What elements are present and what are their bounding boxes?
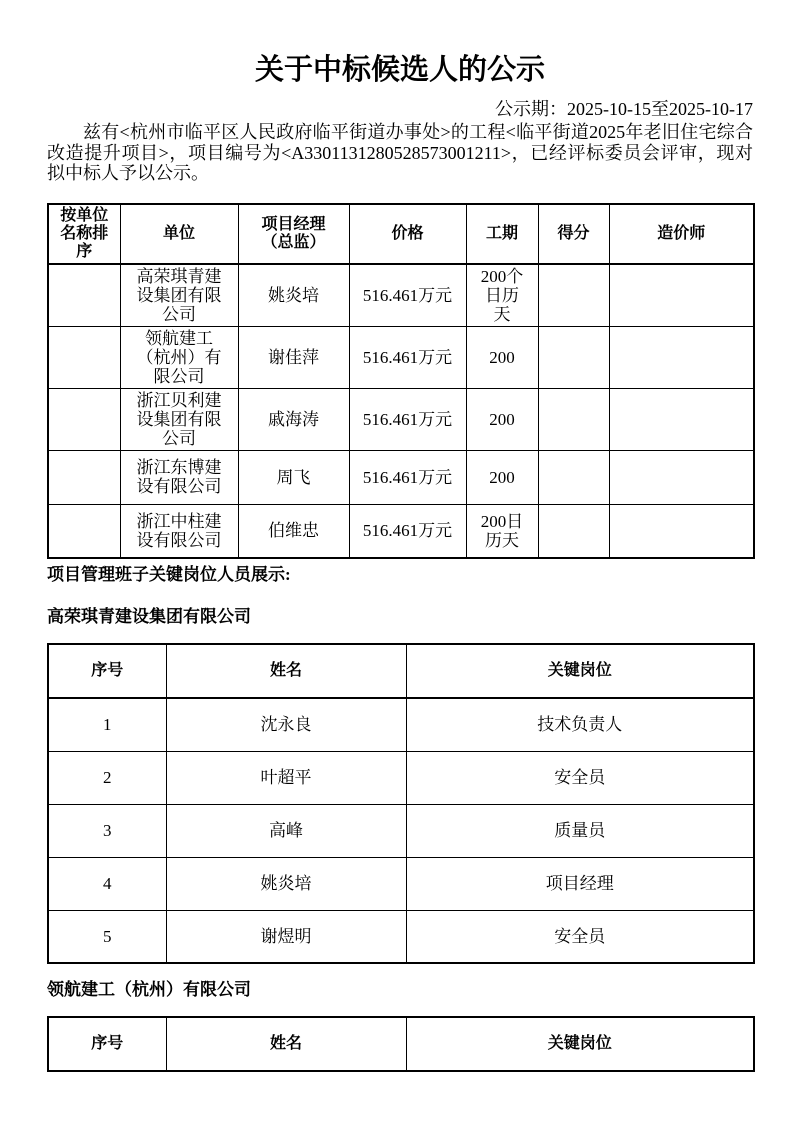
table-row (48, 264, 754, 327)
table-row (48, 910, 754, 963)
key-positions-header-row (48, 1017, 754, 1071)
key-positions-heading: 项目管理班子关键岗位人员展示: (47, 565, 291, 584)
header-cell-position: 关键岗位 (406, 644, 754, 698)
header-cell-duration: 工期 (466, 204, 538, 264)
candidates-table-header-row (48, 204, 754, 264)
table-cell: 516.461万元 (349, 264, 466, 327)
table-cell: 516.461万元 (349, 388, 466, 450)
table-cell: 3 (48, 804, 166, 857)
table-cell: 姚炎培 (238, 264, 349, 327)
table-row (48, 857, 754, 910)
table-cell: 沈永良 (166, 698, 406, 751)
table-row (48, 698, 754, 751)
table-cell: 200 (466, 450, 538, 504)
table-cell: 4 (48, 857, 166, 910)
table-cell: 2 (48, 751, 166, 804)
intro-paragraph: 兹有<杭州市临平区人民政府临平街道办事处>的工程<临平街道2025年老旧住宅综合改造提升项目>，项目编号为<A3301131280528573001211>，已经评标委员会评审，现对拟中标人予以公示。 (47, 122, 753, 183)
table-cell: 技术负责人 (406, 698, 754, 751)
table-cell (538, 388, 609, 450)
table-cell (609, 388, 754, 450)
header-cell-index: 序号 (48, 1017, 166, 1071)
header-cell-name: 姓名 (166, 1017, 406, 1071)
header-cell-manager: 项目经理（总监） (238, 204, 349, 264)
table-cell: 周飞 (238, 450, 349, 504)
header-cell-position: 关键岗位 (406, 1017, 754, 1071)
table-cell: 浙江贝利建设集团有限公司 (120, 388, 238, 450)
company-name-1: 高荣琪青建设集团有限公司 (47, 607, 251, 626)
candidates-table (47, 203, 755, 560)
table-cell: 高峰 (166, 804, 406, 857)
header-cell-score: 得分 (538, 204, 609, 264)
table-cell: 200 (466, 388, 538, 450)
table-cell (48, 450, 120, 504)
table-cell: 安全员 (406, 910, 754, 963)
table-cell: 200日历天 (466, 504, 538, 558)
header-cell-unit: 单位 (120, 204, 238, 264)
publicity-period: 公示期：2025-10-15至2025-10-17 (495, 99, 753, 119)
table-cell: 1 (48, 698, 166, 751)
table-cell: 姚炎培 (166, 857, 406, 910)
table-cell (609, 264, 754, 327)
table-cell: 项目经理 (406, 857, 754, 910)
table-row (48, 504, 754, 558)
header-cell-sort: 按单位名称排序 (48, 204, 120, 264)
key-positions-table-company-1 (47, 643, 755, 964)
table-cell (538, 326, 609, 388)
table-cell (48, 326, 120, 388)
table-cell: 浙江中柱建设有限公司 (120, 504, 238, 558)
table-cell: 戚海涛 (238, 388, 349, 450)
table-cell: 伯维忠 (238, 504, 349, 558)
table-cell: 浙江东博建设有限公司 (120, 450, 238, 504)
table-cell (538, 504, 609, 558)
table-cell (48, 264, 120, 327)
table-cell: 安全员 (406, 751, 754, 804)
table-cell: 516.461万元 (349, 450, 466, 504)
table-cell: 200个日历天 (466, 264, 538, 327)
table-cell (609, 450, 754, 504)
table-cell (609, 326, 754, 388)
table-row (48, 388, 754, 450)
header-cell-price: 价格 (349, 204, 466, 264)
header-cell-index: 序号 (48, 644, 166, 698)
table-cell (48, 388, 120, 450)
table-cell (538, 450, 609, 504)
table-cell: 200 (466, 326, 538, 388)
table-row (48, 751, 754, 804)
table-row (48, 326, 754, 388)
table-cell: 谢煜明 (166, 910, 406, 963)
header-cell-cost-engineer: 造价师 (609, 204, 754, 264)
table-cell: 谢佳萍 (238, 326, 349, 388)
table-cell: 领航建工（杭州）有限公司 (120, 326, 238, 388)
table-cell: 5 (48, 910, 166, 963)
table-cell: 516.461万元 (349, 504, 466, 558)
key-positions-table-company-2 (47, 1016, 755, 1072)
table-row (48, 804, 754, 857)
table-cell (48, 504, 120, 558)
table-cell: 516.461万元 (349, 326, 466, 388)
table-cell (538, 264, 609, 327)
table-cell: 叶超平 (166, 751, 406, 804)
table-cell (609, 504, 754, 558)
table-cell: 质量员 (406, 804, 754, 857)
company-name-2: 领航建工（杭州）有限公司 (47, 980, 251, 999)
table-row (48, 450, 754, 504)
header-cell-name: 姓名 (166, 644, 406, 698)
table-cell: 高荣琪青建设集团有限公司 (120, 264, 238, 327)
key-positions-header-row (48, 644, 754, 698)
page-title: 关于中标候选人的公示 (254, 54, 545, 86)
